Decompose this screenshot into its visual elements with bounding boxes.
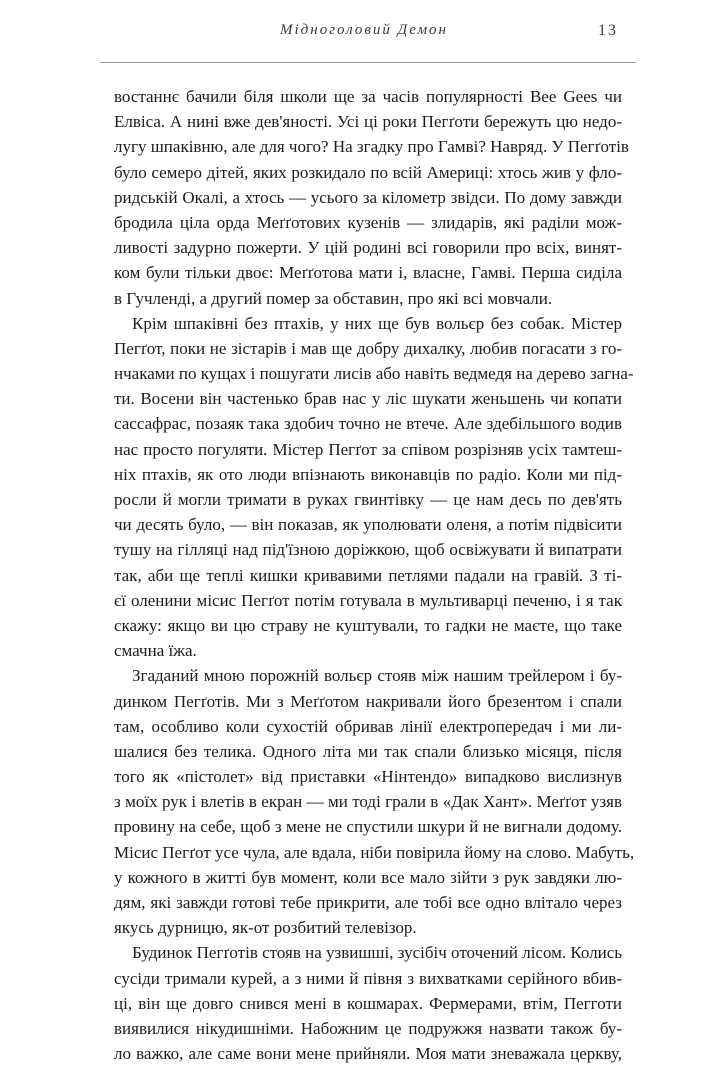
running-header	[0, 18, 728, 46]
text-line: Крім шпаківні без птахів, у них ще був вольєр без собак. Містер	[132, 313, 622, 333]
text-line: ком були тільки двоє: Меґґотова мати і, власне, Гамві. Перша сиділа	[114, 263, 622, 283]
text-line: востаннє бачили біля школи ще за часів популярності Bee Gees чи	[114, 87, 622, 106]
running-title: Мідноголовий Демон	[280, 22, 448, 38]
text-line: ло важко, але саме вони мене прийняли. Моя мати зневажала церкву,	[114, 1044, 622, 1064]
text-line: сассафрас, позаяк така здобич точно не втече. Але здебільшого водив	[114, 414, 622, 434]
text-line: лугу шпаківню, але для чого? На згадку про Гамві? Навряд. У Пегґотів	[114, 137, 629, 157]
text-line: тушу на гілляці над під'їзною доріжкою, щоб освіжувати й випатрати	[114, 540, 622, 560]
text-line: смачна їжа.	[114, 641, 197, 661]
text-line: росли й могли тримати в руках гвинтівку — це нам десь по дев'ять	[114, 490, 622, 509]
text-line: дям, які завжди готові тебе прикрити, але тобі все одно влітало через	[114, 893, 622, 912]
text-line: нчаками по кущах і пошугати лисів або навіть ведмедя на дерево загна-	[114, 364, 634, 384]
text-line: скажу: якщо ви цю страву не куштували, то гадки не маєте, що таке	[114, 615, 622, 635]
text-line: сусіди тримали курей, а з ними й півня з вихватками серійного вбив-	[114, 968, 622, 988]
text-line: ти. Восени він частенько брав нас у ліс шукати женьшень чи копати	[114, 389, 622, 409]
text-line: в Гучленді, а другий помер за обставин, про які всі мовчали.	[114, 288, 553, 308]
header-divider	[100, 62, 636, 63]
text-line: Пегґот, поки не зістарів і мав ще добру дихалку, любив погасати з го-	[114, 338, 622, 358]
paragraph	[114, 663, 635, 940]
page-number: 13	[598, 22, 618, 39]
text-line: Згаданий мною порожній вольєр стояв між нашим трейлером і бу-	[132, 666, 622, 686]
text-line: провину на себе, щоб з мене не спустили шкури й не вигнали додому.	[114, 817, 622, 837]
paragraph	[114, 84, 629, 311]
text-line: єї оленини місис Пегґот потім готувала в мультиварці печеню, і я так	[114, 590, 622, 610]
text-line: динком Пегґотів. Ми з Меґґотом накривали його брезентом і спали	[114, 691, 622, 711]
text-line: того як «пістолет» від приставки «Нінтендо» випадково вислизнув	[114, 767, 622, 787]
paragraph	[114, 311, 634, 664]
text-line: виявилися нікудишніми. Набожним це подружжя назвати також бу-	[114, 1018, 622, 1038]
text-line: було семеро дітей, яких розкидало по всій Америці: хтось жив у фло-	[114, 162, 622, 182]
text-line: ці, він ще довго снився мені в кошмарах. Фермерами, втім, Пегготи	[114, 993, 622, 1013]
text-line: якусь дурницю, як-от розбитий телевізор.	[114, 918, 417, 938]
text-line: там, особливо коли сухостій обривав лінії електропередач і ми ли-	[114, 716, 622, 736]
text-line: чи десять було, — він показав, як уполювати оленя, а потім підвісити	[114, 515, 622, 535]
text-line: шалися без телика. Одного літа ми так спали близько місяця, після	[114, 741, 622, 761]
text-line: у кожного в житті був момент, коли все мало зійти з рук завдяки лю-	[114, 867, 622, 887]
text-line: нас просто погуляти. Містер Пегґот за співом розрізняв усіх тамтеш-	[114, 439, 622, 459]
text-line: бродила ціла орда Меґґотових кузенів — злидарів, які раділи мож-	[114, 212, 622, 232]
paragraph	[114, 940, 622, 1066]
body-text	[114, 84, 635, 1066]
text-line: Будинок Пегґотів стояв на узвишші, зусібіч оточений лісом. Колись	[132, 943, 623, 963]
text-line: ніх птахів, як ото люди впізнають виконавців по радіо. Коли ми під-	[114, 464, 622, 484]
text-line: ливості задурно пожерти. У цій родині всі говорили про всіх, винят-	[114, 238, 622, 258]
text-line: Елвіса. А нині вже дев'яності. Усі ці роки Пегґоти бережуть цю недо-	[114, 112, 622, 132]
text-line: ридській Окалі, а хтось — усього за кілометр звідси. По дому завжди	[114, 187, 622, 207]
text-line: так, аби ще теплі кишки кривавими петлями падали на гравій. З ті-	[114, 565, 622, 585]
text-line: з моїх рук і влетів в екран — ми тоді грали в «Дак Хант». Меґґот узяв	[114, 792, 622, 812]
text-line: Місис Пегґот усе чула, але вдала, ніби повірила йому на слово. Мабуть,	[114, 842, 635, 862]
